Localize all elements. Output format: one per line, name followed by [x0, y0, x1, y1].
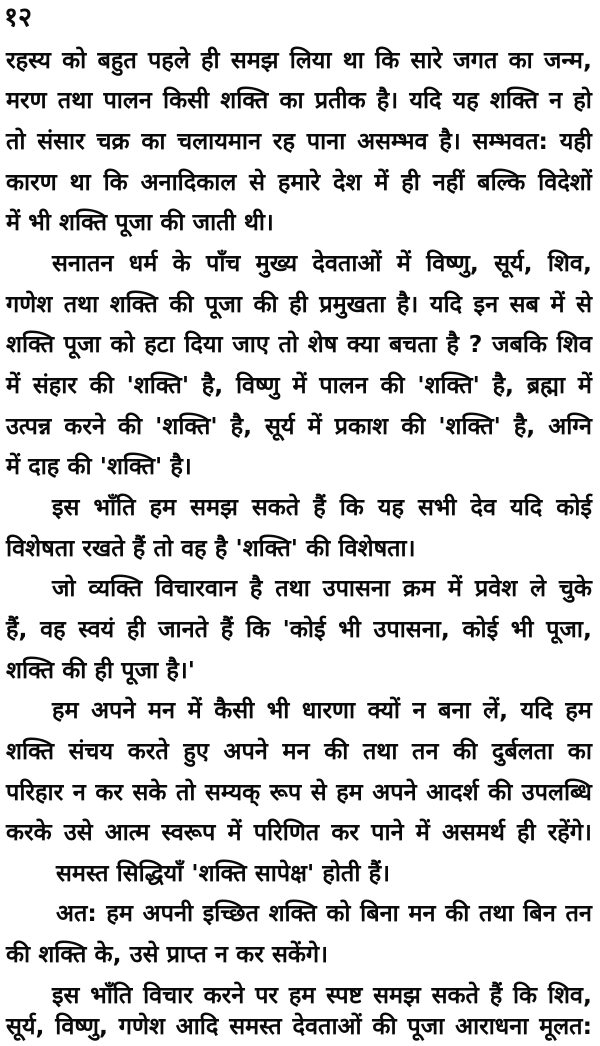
text-line-22: अत: हम अपनी इच्छित शक्ति को बिना मन की तथा बिन तन	[56, 899, 592, 927]
text-line-9: में संहार की 'शक्ति' है, विष्णु में पालन की 'शक्ति' है, ब्रह्मा में	[6, 371, 592, 399]
text-line-11: में दाह की 'शक्ति' है।	[6, 452, 192, 480]
text-line-12: इस भाँति हम समझ सकते हैं कि यह सभी देव यदि कोई	[52, 493, 592, 521]
text-line-7: गणेश तथा शक्ति की पूजा की ही प्रमुखता है। यदि इन सब में से	[6, 290, 592, 318]
text-line-14: जो व्यक्ति विचारवान है तथा उपासना क्रम में प्रवेश ले चुके	[52, 574, 592, 602]
text-line-4: कारण था कि अनादिकाल से हमारे देश में ही नहीं बल्कि विदेशों	[6, 168, 592, 196]
page-number: १२	[4, 2, 33, 33]
text-line-16: शक्ति की ही पूजा है।'	[6, 656, 195, 684]
text-line-23: की शक्ति के, उसे प्राप्त न कर सकेंगे।	[6, 940, 329, 968]
text-line-15: हैं, वह स्वयं ही जानते हैं कि 'कोई भी उपासना, कोई भी पूजा,	[6, 615, 592, 643]
text-line-18: शक्ति संचय करते हुए अपने मन की तथा तन की दुर्बलता का	[6, 737, 592, 765]
text-line-8: शक्ति पूजा को हटा दिया जाए तो शेष क्या बचता है ? जबकि शिव	[6, 330, 592, 358]
text-line-21: समस्त सिद्धियाँ 'शक्ति सापेक्ष' होती हैं।	[56, 859, 390, 887]
text-line-2: मरण तथा पालन किसी शक्ति का प्रतीक है। यदि यह शक्ति न हो	[6, 86, 592, 114]
text-line-10: उत्पन्न करने की 'शक्ति' है, सूर्य में प्रकाश की 'शक्ति' है, अग्नि	[6, 412, 592, 440]
text-line-20: करके उसे आत्म स्वरूप में परिणित कर पाने में असमर्थ ही रहेंगे।	[6, 818, 592, 846]
text-line-6: सनातन धर्म के पाँच मुख्य देवताओं में विष्णु, सूर्य, शिव,	[52, 249, 592, 277]
text-line-5: में भी शक्ति पूजा की जाती थी।	[6, 208, 274, 236]
text-line-25: सूर्य, विष्णु, गणेश आदि समस्त देवताओं की पूजा आराधना मूलत:	[6, 1012, 592, 1040]
text-line-24: इस भाँति विचार करने पर हम स्पष्ट समझ सकते हैं कि शिव,	[52, 981, 592, 1009]
text-line-19: परिहार न कर सके तो सम्यक् रूप से हम अपने आदर्श की उपलब्धि	[6, 778, 592, 806]
text-line-3: तो संसार चक्र का चलायमान रह पाना असम्भव है। सम्भवत: यही	[6, 127, 592, 155]
text-line-13: विशेषता रखते हैं तो वह है 'शक्ति' की विशेषता।	[6, 534, 416, 562]
text-line-17: हम अपने मन में कैसी भी धारणा क्यों न बना लें, यदि हम	[52, 696, 592, 724]
text-line-1: रहस्य को बहुत पहले ही समझ लिया था कि सारे जगत का जन्म,	[6, 46, 592, 74]
